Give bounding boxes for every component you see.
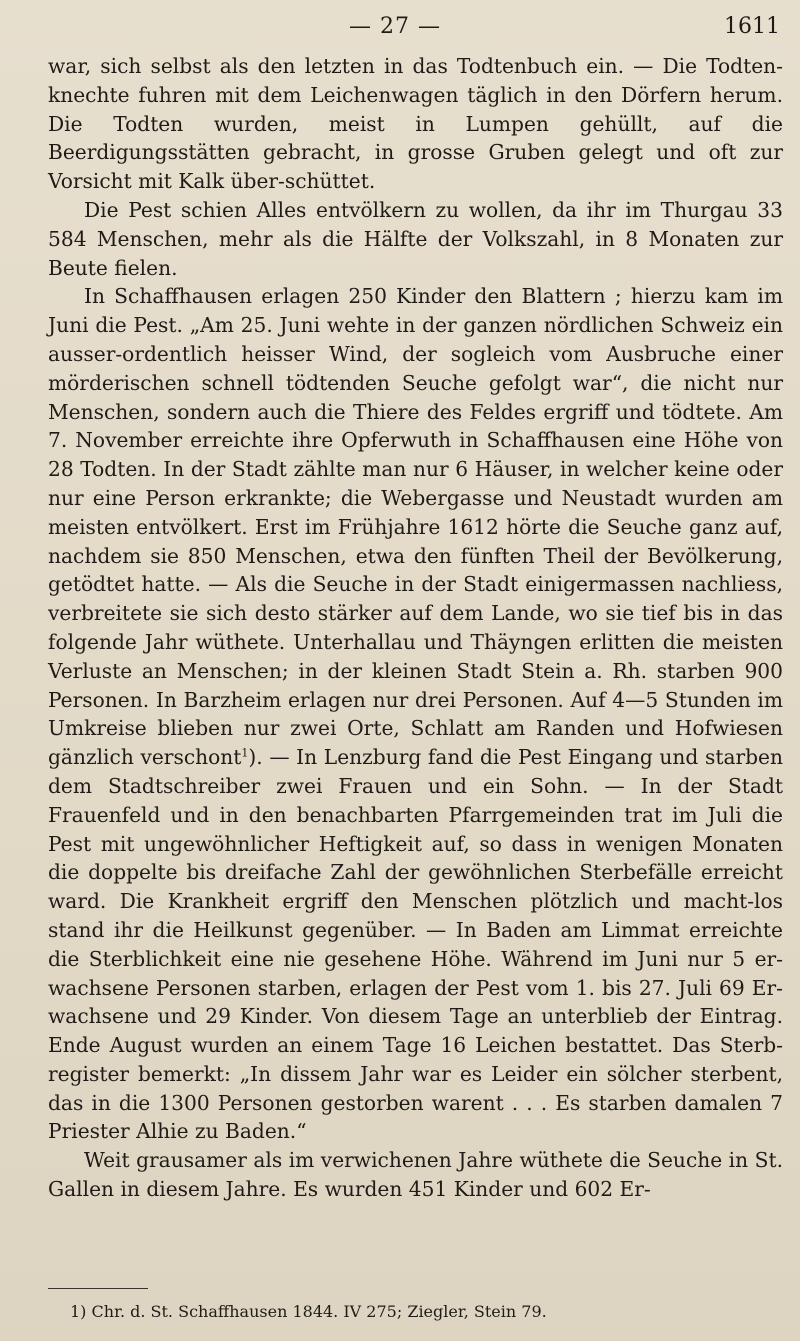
paragraph-3-part-1: In Schaffhausen erlagen 250 Kinder den Blattern ; hierzu kam im Juni die Pest. „Am 25. Juni wehte in der ganzen nördlichen Schweiz ein ausser-ordentlich heisser Wind, der sogleich vom Ausbruche einer mörderischen schnell tödtenden Seuche gefolgt war“, die nicht nur Menschen, sondern auch die Thiere des Feldes ergriff und tödtete. Am 7. November erreichte ihre Opferwuth in Schaffhausen eine Höhe von 28 Todten. In der Stadt zählte man nur 6 Häuser, in welcher keine oder nur eine Person erkrankte; die Webergasse und Neustadt wurden am meisten entvölkert. Erst im Frühjahre 1612 hörte die Seuche ganz auf, nachdem sie 850 Menschen, etwa den fünften Theil der Bevölkerung, getödtet hatte. — Als die Seuche in der Stadt einigermassen nachliess, verbreitete sie sich desto stärker auf dem Lande, wo sie tief bis in das folgende Jahr wüthete. Unterhallau und Thäyngen erlitten die meisten Verluste an Menschen; in der kleinen Stadt Stein a. Rh. starben 900 Personen. In Barzheim erlagen nur drei Personen. Auf 4—5 Stunden im Umkreise blieben nur zwei Orte, Schlatt am Randen und Hofwiesen gänzlich verschont [48,284,783,770]
footnote-divider [48,1288,148,1289]
body-text [48,52,783,1204]
running-year: 1611 [724,14,780,39]
paragraph-3 [48,282,783,1146]
paragraph-4: Weit grausamer als im verwichenen Jahre wüthete die Seuche in St. Gallen in diesem Jahre. Es wurden 451 Kinder und 602 Er- [48,1148,783,1202]
paragraph-3-part-2: ). — In Lenzburg fand die Pest Eingang und starben dem Stadtschreiber zwei Frauen und ein Sohn. — In der Stadt Frauenfeld und in den benachbarten Pfarrgemeinden trat im Juli die Pest mit ungewöhnlicher Heftigkeit auf, so dass in wenigen Monaten die doppelte bis dreifache Zahl der gewöhnlichen Sterbefälle erreicht ward. Die Krankheit ergriff den Menschen plötzlich und macht-los stand ihr die Heilkunst gegenüber. — In Baden am Limmat erreichte die Sterblichkeit eine nie gesehene Höhe. Während im Juni nur 5 er-wachsene Personen starben, erlagen der Pest vom 1. bis 27. Juli 69 Er-wachsene und 29 Kinder. Von diesem Tage an unterblieb der Eintrag. Ende August wurden an einem Tage 16 Leichen bestattet. Das Sterb-register bemerkt: „In dissem Jahr war es Leider ein sölcher sterbent, das in die 1300 Personen gestorben warent . . . Es starben damalen 7 Priester Alhie zu Baden.“ [48,745,783,1144]
footnote-reference: 1 [241,746,249,760]
paragraph-1: war, sich selbst als den letzten in das Todtenbuch ein. — Die Todten-knechte fuhren mit dem Leichenwagen täglich in den Dörfern herum. Die Todten wurden, meist in Lumpen gehüllt, auf die Beerdigungsstätten gebracht, in grosse Gruben gelegt und oft zur Vorsicht mit Kalk über-schüttet. [48,54,783,194]
footnote-marker: 1) [70,1302,87,1321]
page-number: — 27 — [349,14,441,39]
page-header [0,14,800,44]
footnote [70,1302,770,1322]
footnote-text: Chr. d. St. Schaffhausen 1844. IV 275; Ziegler, Stein 79. [91,1302,547,1321]
paragraph-2: Die Pest schien Alles entvölkern zu wollen, da ihr im Thurgau 33 584 Menschen, mehr als die Hälfte der Volkszahl, in 8 Monaten zur Beute fielen. [48,197,783,280]
